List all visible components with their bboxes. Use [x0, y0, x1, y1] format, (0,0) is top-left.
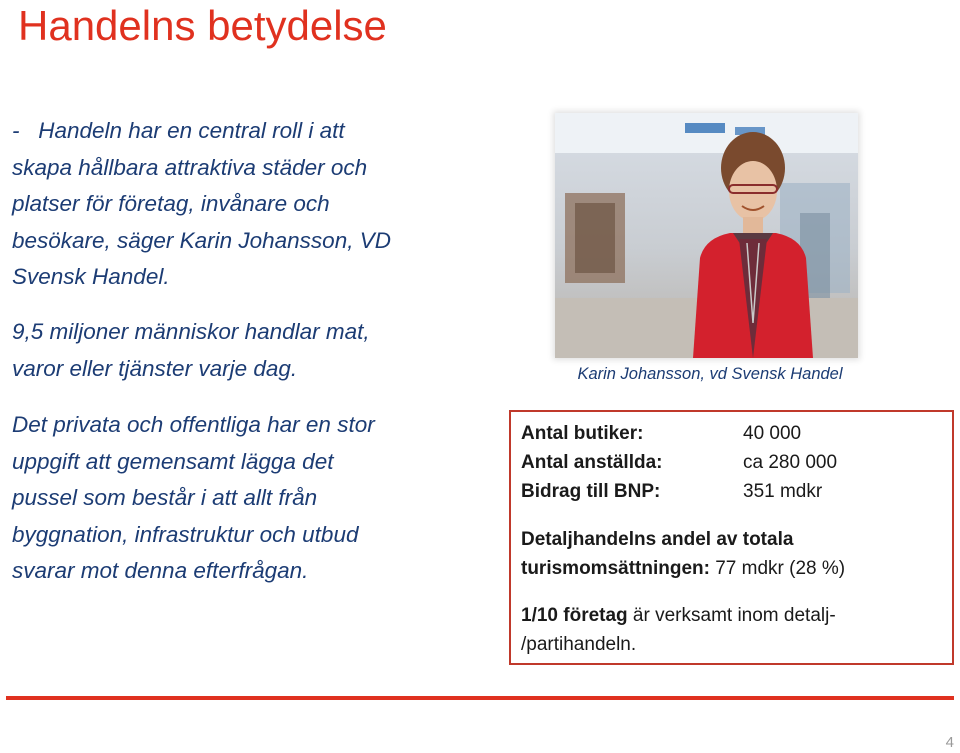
- company-share-text: är verksamt inom detalj-: [627, 605, 836, 626]
- body-line: pussel som består i att allt från: [12, 485, 318, 510]
- fact-label: Bidrag till BNP:: [521, 481, 661, 502]
- key-facts-box: [509, 410, 954, 665]
- company-share-text-2: /partihandeln.: [521, 634, 637, 655]
- fact-line: 9,5 miljoner människor handlar mat,: [12, 319, 370, 344]
- body-line: svarar mot denna efterfrågan.: [12, 558, 309, 583]
- quote-line: - Handeln har en central roll i att: [12, 118, 345, 143]
- tourism-share-label: Detaljhandelns andel av totala: [521, 529, 794, 550]
- fact-label: Antal anställda:: [521, 452, 663, 473]
- fact-label: Antal butiker:: [521, 423, 644, 444]
- company-share: [521, 601, 941, 659]
- tourism-share-label-2: turismomsättningen:: [521, 558, 710, 579]
- photo-caption: Karin Johansson, vd Svensk Handel: [577, 365, 843, 383]
- quote-line: skapa hållbara attraktiva städer och: [12, 154, 368, 180]
- body-line: uppgift att gemensamt lägga det: [12, 448, 334, 474]
- tourism-share: [521, 525, 941, 583]
- body-line: byggnation, infrastruktur och utbud: [12, 521, 359, 547]
- footer-divider: [6, 696, 954, 700]
- quote-paragraph: [12, 113, 482, 296]
- quote-line: besökare, säger Karin Johansson, VD: [12, 227, 391, 253]
- portrait-photo: [555, 113, 858, 358]
- company-share-label: 1/10 företag: [521, 605, 628, 626]
- page-number: 4: [945, 734, 954, 751]
- quote-line: platser för företag, invånare och: [12, 191, 330, 216]
- shoppers-fact: [12, 314, 482, 387]
- fact-line: varor eller tjänster varje dag.: [12, 355, 298, 381]
- portrait-illustration: [555, 113, 858, 358]
- slide-title: Handelns betydelse: [18, 2, 387, 49]
- body-paragraph: [12, 407, 482, 590]
- fact-value: ca 280 000: [743, 452, 838, 473]
- quote-line: Svensk Handel.: [12, 264, 170, 289]
- body-line: Det privata och offentliga har en stor: [12, 412, 375, 437]
- fact-value: 351 mdkr: [743, 481, 823, 502]
- tourism-share-value: 77 mdkr (28 %): [709, 558, 846, 579]
- fact-value: 40 000: [743, 423, 802, 444]
